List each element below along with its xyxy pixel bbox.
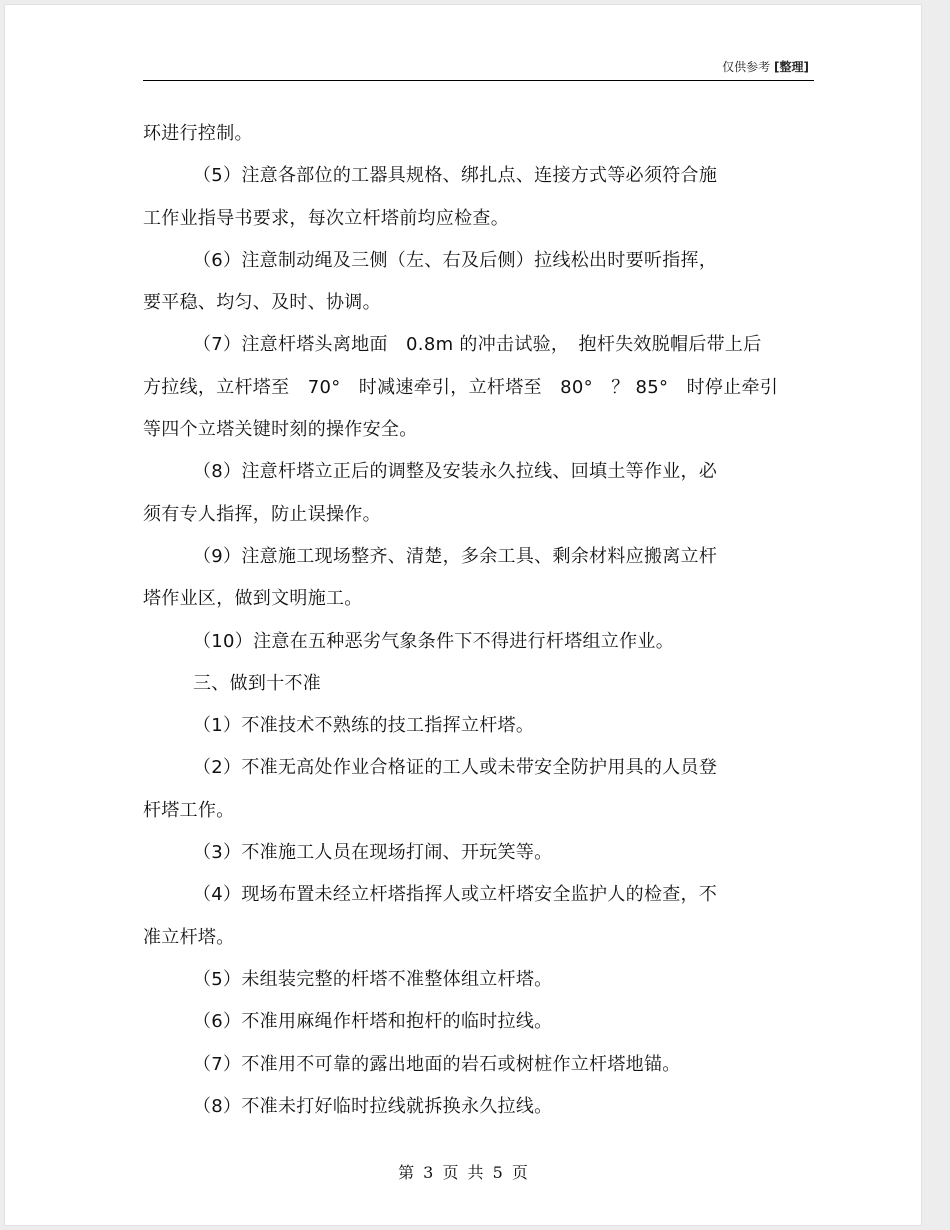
text-line: 三、做到十不准 — [193, 672, 322, 694]
text-line: 环进行控制。 — [143, 123, 253, 144]
text-line: 准立杆塔。 — [143, 926, 235, 948]
text-line: （5）注意各部位的工器具规格、绑扎点、连接方式等必须符合施 — [193, 165, 718, 187]
text-line: 须有专人指挥，防止误操作。 — [143, 503, 381, 525]
page-number-footer: 第 3 页 共 5 页 — [398, 1163, 528, 1182]
text-line: 杆塔工作。 — [143, 799, 235, 821]
text-line: 要平稳、均匀、及时、协调。 — [143, 292, 381, 314]
header-divider — [143, 80, 814, 81]
text-line: 方拉线，立杆塔至 70° 时减速牵引，立杆塔至 80° ？ 85° 时停止牵引 — [143, 376, 779, 398]
text-line: （9）注意施工现场整齐、清楚，多余工具、剩余材料应搬离立杆 — [193, 545, 718, 567]
text-line: 等四个立塔关键时刻的操作安全。 — [143, 419, 418, 441]
text-line: （4）现场布置未经立杆塔指挥人或立杆塔安全监护人的检查，不 — [193, 884, 718, 906]
body-text — [143, 113, 803, 1128]
header-note-text: 仅供参考 — [722, 60, 771, 74]
text-line: （7）不准用不可靠的露出地面的岩石或树桩作立杆塔地锚。 — [193, 1053, 681, 1075]
text-line: 塔作业区，做到文明施工。 — [143, 588, 363, 610]
text-line: （1）不准技术不熟练的技工指挥立杆塔。 — [193, 715, 535, 737]
text-line: 工作业指导书要求，每次立杆塔前均应检查。 — [143, 207, 509, 229]
text-line: （7）注意杆塔头离地面 0.8m 的冲击试验， 抱杆失效脱帽后带上后 — [193, 334, 762, 356]
text-line: （2）不准无高处作业合格证的工人或未带安全防护用具的人员登 — [193, 757, 718, 779]
text-line: （6）注意制动绳及三侧（左、右及后侧）拉线松出时要听指挥， — [193, 249, 718, 271]
header-note-tag: [整理] — [774, 60, 809, 74]
text-line: （3）不准施工人员在现场打闹、开玩笑等。 — [193, 842, 553, 864]
text-line: （10）注意在五种恶劣气象条件下不得进行杆塔组立作业。 — [193, 630, 675, 652]
text-line: （8）注意杆塔立正后的调整及安装永久拉线、回填土等作业，必 — [193, 461, 718, 483]
document-page — [4, 4, 922, 1226]
text-line: （5）未组装完整的杆塔不准整体组立杆塔。 — [193, 968, 553, 990]
header-note — [722, 58, 809, 75]
text-line: （6）不准用麻绳作杆塔和抱杆的临时拉线。 — [193, 1011, 553, 1033]
text-line: （8）不准未打好临时拉线就拆换永久拉线。 — [193, 1095, 553, 1117]
